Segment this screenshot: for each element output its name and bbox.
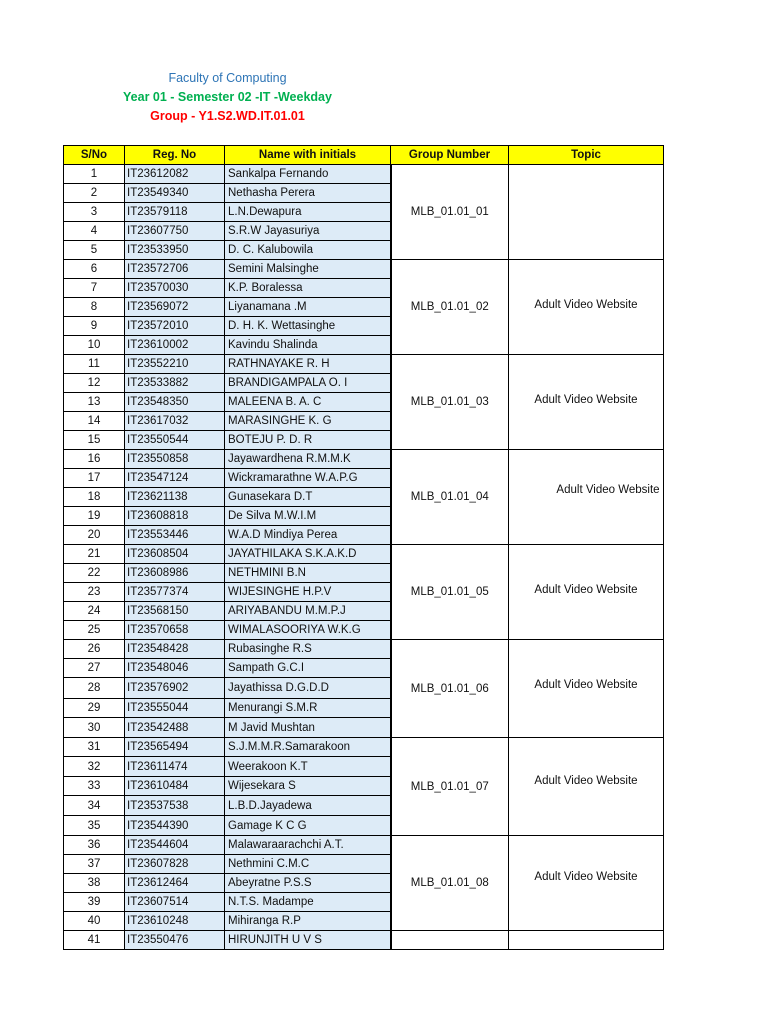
row-name: W.A.D Mindiya Perea bbox=[225, 526, 391, 545]
row-reg-no: IT23570658 bbox=[125, 621, 225, 640]
row-name: BRANDIGAMPALA O. I bbox=[225, 374, 391, 393]
row-name: WIJESINGHE H.P.V bbox=[225, 583, 391, 602]
row-name: Jayathissa D.G.D.D bbox=[225, 678, 391, 699]
row-sno: 9 bbox=[64, 317, 125, 336]
student-group-table bbox=[63, 145, 664, 950]
row-sno: 23 bbox=[64, 583, 125, 602]
row-reg-no: IT23537538 bbox=[125, 796, 225, 816]
row-sno: 2 bbox=[64, 184, 125, 203]
table-header-row bbox=[64, 146, 664, 165]
topic-cell bbox=[509, 450, 664, 545]
row-name: Mihiranga R.P bbox=[225, 912, 391, 931]
row-reg-no: IT23572706 bbox=[125, 260, 225, 279]
row-name: N.T.S. Madampe bbox=[225, 893, 391, 912]
row-sno: 22 bbox=[64, 564, 125, 583]
row-reg-no: IT23579118 bbox=[125, 203, 225, 222]
group-number-cell: MLB_01.01_02 bbox=[391, 260, 509, 355]
row-name: D. C. Kalubowila bbox=[225, 241, 391, 260]
row-reg-no: IT23542488 bbox=[125, 718, 225, 738]
row-name: De Silva M.W.I.M bbox=[225, 507, 391, 526]
column-header-sno: S/No bbox=[64, 146, 125, 165]
row-name: WIMALASOORIYA W.K.G bbox=[225, 621, 391, 640]
row-reg-no: IT23607514 bbox=[125, 893, 225, 912]
row-reg-no: IT23621138 bbox=[125, 488, 225, 507]
row-sno: 10 bbox=[64, 336, 125, 355]
row-name: Sankalpa Fernando bbox=[225, 165, 391, 184]
row-reg-no: IT23548046 bbox=[125, 659, 225, 678]
row-reg-no: IT23572010 bbox=[125, 317, 225, 336]
group-number-cell: MLB_01.01_07 bbox=[391, 738, 509, 836]
row-reg-no: IT23607828 bbox=[125, 855, 225, 874]
row-name: Menurangi S.M.R bbox=[225, 699, 391, 718]
row-sno: 15 bbox=[64, 431, 125, 450]
row-sno: 4 bbox=[64, 222, 125, 241]
topic-cell bbox=[509, 165, 664, 260]
row-sno: 37 bbox=[64, 855, 125, 874]
table-row bbox=[64, 545, 664, 564]
row-reg-no: IT23608986 bbox=[125, 564, 225, 583]
row-reg-no: IT23576902 bbox=[125, 678, 225, 699]
row-reg-no: IT23550858 bbox=[125, 450, 225, 469]
row-reg-no: IT23612464 bbox=[125, 874, 225, 893]
row-name: Rubasinghe R.S bbox=[225, 640, 391, 659]
topic-cell bbox=[509, 640, 664, 738]
row-sno: 36 bbox=[64, 836, 125, 855]
row-sno: 39 bbox=[64, 893, 125, 912]
topic-text: Adult Video Website bbox=[534, 774, 638, 787]
group-number-cell: MLB_01.01_05 bbox=[391, 545, 509, 640]
row-sno: 6 bbox=[64, 260, 125, 279]
table-row bbox=[64, 738, 664, 757]
group-number-cell: MLB_01.01_01 bbox=[391, 165, 509, 260]
row-name: Wickramarathne W.A.P.G bbox=[225, 469, 391, 488]
row-reg-no: IT23547124 bbox=[125, 469, 225, 488]
column-header-topic: Topic bbox=[509, 146, 664, 165]
table-body bbox=[64, 165, 664, 950]
row-sno: 27 bbox=[64, 659, 125, 678]
topic-text: Adult Video Website bbox=[534, 584, 638, 596]
row-reg-no: IT23608818 bbox=[125, 507, 225, 526]
row-name: Abeyratne P.S.S bbox=[225, 874, 391, 893]
row-reg-no: IT23617032 bbox=[125, 412, 225, 431]
table-row bbox=[64, 165, 664, 184]
row-reg-no: IT23548350 bbox=[125, 393, 225, 412]
row-reg-no: IT23577374 bbox=[125, 583, 225, 602]
topic-text: Adult Video Website bbox=[534, 299, 638, 311]
group-number-cell bbox=[391, 931, 509, 950]
group-number-cell: MLB_01.01_04 bbox=[391, 450, 509, 545]
row-name: Wijesekara S bbox=[225, 777, 391, 796]
row-name: Gunasekara D.T bbox=[225, 488, 391, 507]
row-sno: 7 bbox=[64, 279, 125, 298]
topic-text: Adult Video Website bbox=[556, 484, 660, 496]
row-reg-no: IT23544604 bbox=[125, 836, 225, 855]
column-header-name: Name with initials bbox=[225, 146, 391, 165]
topic-cell bbox=[509, 738, 664, 836]
row-name: NETHMINI B.N bbox=[225, 564, 391, 583]
row-sno: 30 bbox=[64, 718, 125, 738]
row-sno: 13 bbox=[64, 393, 125, 412]
row-name: S.J.M.M.R.Samarakoon bbox=[225, 738, 391, 757]
group-code-line: Group - Y1.S2.WD.IT.01.01 bbox=[150, 109, 305, 123]
row-sno: 19 bbox=[64, 507, 125, 526]
topic-text: Adult Video Website bbox=[534, 394, 638, 406]
column-header-group-number: Group Number bbox=[391, 146, 509, 165]
row-reg-no: IT23550476 bbox=[125, 931, 225, 950]
row-reg-no: IT23533950 bbox=[125, 241, 225, 260]
row-reg-no: IT23565494 bbox=[125, 738, 225, 757]
table-row bbox=[64, 640, 664, 659]
row-name: K.P. Boralessa bbox=[225, 279, 391, 298]
row-sno: 34 bbox=[64, 796, 125, 816]
row-name: Jayawardhena R.M.M.K bbox=[225, 450, 391, 469]
column-header-reg-no: Reg. No bbox=[125, 146, 225, 165]
row-reg-no: IT23544390 bbox=[125, 816, 225, 836]
row-name: Nethasha Perera bbox=[225, 184, 391, 203]
row-sno: 3 bbox=[64, 203, 125, 222]
row-name: Semini Malsinghe bbox=[225, 260, 391, 279]
row-sno: 38 bbox=[64, 874, 125, 893]
topic-cell bbox=[509, 931, 664, 950]
row-sno: 18 bbox=[64, 488, 125, 507]
row-reg-no: IT23607750 bbox=[125, 222, 225, 241]
row-reg-no: IT23569072 bbox=[125, 298, 225, 317]
topic-cell bbox=[509, 355, 664, 450]
row-reg-no: IT23555044 bbox=[125, 699, 225, 718]
row-name: S.R.W Jayasuriya bbox=[225, 222, 391, 241]
row-reg-no: IT23553446 bbox=[125, 526, 225, 545]
row-sno: 21 bbox=[64, 545, 125, 564]
table-row bbox=[64, 931, 664, 950]
row-name: HIRUNJITH U V S bbox=[225, 931, 391, 950]
row-sno: 16 bbox=[64, 450, 125, 469]
row-sno: 33 bbox=[64, 777, 125, 796]
row-reg-no: IT23608504 bbox=[125, 545, 225, 564]
group-number-cell: MLB_01.01_06 bbox=[391, 640, 509, 738]
row-name: M Javid Mushtan bbox=[225, 718, 391, 738]
faculty-title: Faculty of Computing bbox=[168, 71, 287, 85]
row-reg-no: IT23552210 bbox=[125, 355, 225, 374]
row-name: RATHNAYAKE R. H bbox=[225, 355, 391, 374]
row-name: BOTEJU P. D. R bbox=[225, 431, 391, 450]
row-reg-no: IT23533882 bbox=[125, 374, 225, 393]
row-reg-no: IT23548428 bbox=[125, 640, 225, 659]
row-sno: 5 bbox=[64, 241, 125, 260]
row-name: Gamage K C G bbox=[225, 816, 391, 836]
row-sno: 40 bbox=[64, 912, 125, 931]
row-sno: 28 bbox=[64, 678, 125, 699]
row-sno: 29 bbox=[64, 699, 125, 718]
row-sno: 24 bbox=[64, 602, 125, 621]
row-reg-no: IT23549340 bbox=[125, 184, 225, 203]
row-sno: 11 bbox=[64, 355, 125, 374]
row-name: ARIYABANDU M.M.P.J bbox=[225, 602, 391, 621]
row-reg-no: IT23550544 bbox=[125, 431, 225, 450]
year-semester-line: Year 01 - Semester 02 -IT -Weekday bbox=[123, 90, 332, 104]
row-reg-no: IT23610484 bbox=[125, 777, 225, 796]
row-name: Liyanamana .M bbox=[225, 298, 391, 317]
topic-text: Adult Video Website bbox=[534, 871, 638, 883]
row-name: MALEENA B. A. C bbox=[225, 393, 391, 412]
table-row bbox=[64, 450, 664, 469]
row-name: L.B.D.Jayadewa bbox=[225, 796, 391, 816]
row-sno: 1 bbox=[64, 165, 125, 184]
topic-cell bbox=[509, 260, 664, 355]
table-row bbox=[64, 355, 664, 374]
row-sno: 17 bbox=[64, 469, 125, 488]
row-sno: 12 bbox=[64, 374, 125, 393]
row-reg-no: IT23570030 bbox=[125, 279, 225, 298]
group-number-cell: MLB_01.01_03 bbox=[391, 355, 509, 450]
row-name: Nethmini C.M.C bbox=[225, 855, 391, 874]
row-name: MARASINGHE K. G bbox=[225, 412, 391, 431]
topic-cell bbox=[509, 836, 664, 931]
row-name: Kavindu Shalinda bbox=[225, 336, 391, 355]
row-name: JAYATHILAKA S.K.A.K.D bbox=[225, 545, 391, 564]
row-sno: 8 bbox=[64, 298, 125, 317]
row-reg-no: IT23610248 bbox=[125, 912, 225, 931]
table-row bbox=[64, 836, 664, 855]
row-reg-no: IT23612082 bbox=[125, 165, 225, 184]
row-sno: 31 bbox=[64, 738, 125, 757]
row-name: D. H. K. Wettasinghe bbox=[225, 317, 391, 336]
row-name: Malawaraarachchi A.T. bbox=[225, 836, 391, 855]
row-reg-no: IT23611474 bbox=[125, 757, 225, 777]
row-reg-no: IT23610002 bbox=[125, 336, 225, 355]
row-sno: 26 bbox=[64, 640, 125, 659]
row-sno: 32 bbox=[64, 757, 125, 777]
row-reg-no: IT23568150 bbox=[125, 602, 225, 621]
row-sno: 20 bbox=[64, 526, 125, 545]
row-sno: 25 bbox=[64, 621, 125, 640]
topic-cell bbox=[509, 545, 664, 640]
row-sno: 41 bbox=[64, 931, 125, 950]
row-sno: 14 bbox=[64, 412, 125, 431]
table-row bbox=[64, 260, 664, 279]
row-sno: 35 bbox=[64, 816, 125, 836]
row-name: L.N.Dewapura bbox=[225, 203, 391, 222]
row-name: Weerakoon K.T bbox=[225, 757, 391, 777]
topic-text: Adult Video Website bbox=[534, 678, 638, 691]
row-name: Sampath G.C.I bbox=[225, 659, 391, 678]
group-number-cell: MLB_01.01_08 bbox=[391, 836, 509, 931]
